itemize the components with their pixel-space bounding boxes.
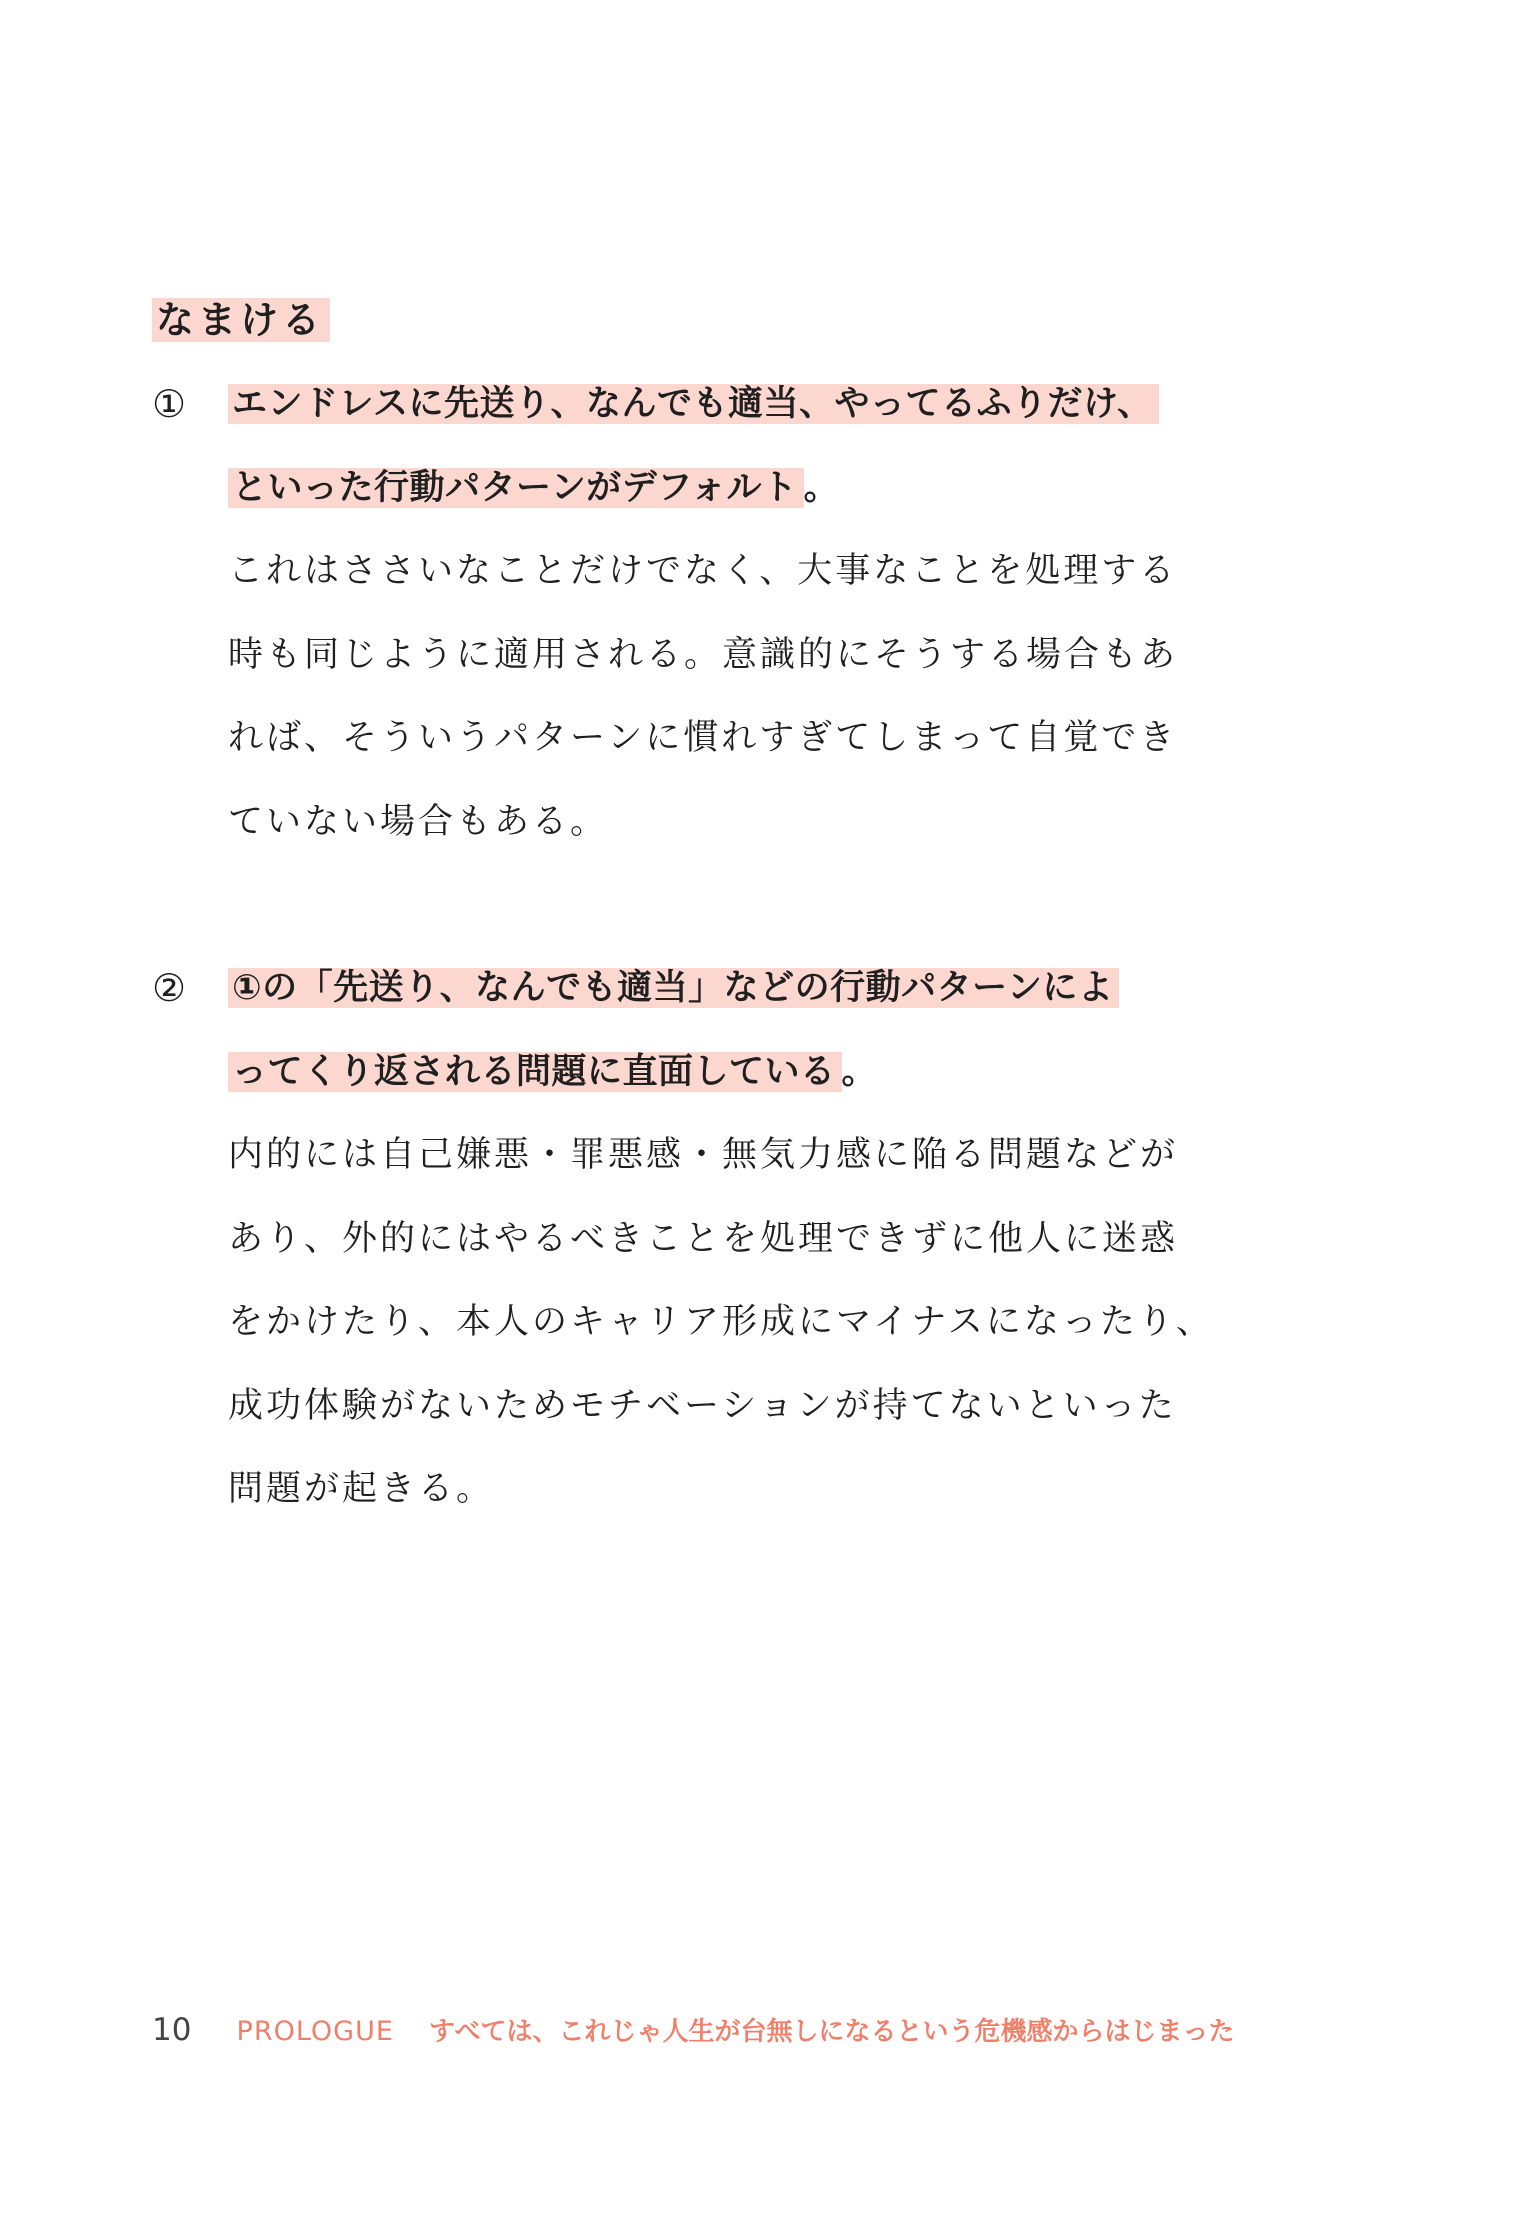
item-bold-line: ってくり返される問題に直面している 。 [228, 1044, 877, 1100]
bold-tail: 。 [803, 468, 840, 508]
item-body-line: あり、外的にはやるべきことを処理できずに他人に迷惑 [228, 1219, 1179, 1259]
item-body-line: 時も同じように適用される。意識的にそうする場合もあ [228, 635, 1179, 675]
item-marker: ② [152, 966, 187, 1010]
bold-tail: 。 [841, 1052, 878, 1092]
item-body-line: 成功体験がないためモチベーションが持てないといった [228, 1386, 1177, 1426]
footer-chapter-title: すべては、これじゃ人生が台無しになるという危機感からはじまった [429, 2017, 1235, 2047]
item-body-line: 内的には自己嫌悪・罪悪感・無気力感に陥る問題などが [228, 1135, 1179, 1175]
heading-highlight: なまける [152, 298, 330, 342]
footer-section-label: PROLOGUE [236, 2016, 394, 2047]
item-bold-line: エンドレスに先送り、なんでも適当、やってるふりだけ、 [228, 376, 1159, 432]
item-body-line: ていない場合もある。 [228, 802, 609, 842]
item-body-line: 問題が起きる。 [228, 1469, 495, 1509]
item-body-line: れば、そういうパターンに慣れすぎてしまって自覚でき [228, 718, 1178, 758]
item-bold-line: といった行動パターンがデフォルト 。 [228, 460, 839, 516]
item-body-line: これはささいなことだけでなく、大事なことを処理する [228, 551, 1178, 591]
page-footer [152, 2008, 1235, 2052]
item-bold-line: ①の「先送り、なんでも適当」などの行動パターンによ [228, 960, 1119, 1016]
item-body-line: をかけたり、本人のキャリア形成にマイナスになったり、 [228, 1302, 1214, 1342]
section-heading [152, 292, 330, 348]
page-number: 10 [152, 2012, 192, 2048]
item-marker: ① [152, 382, 187, 426]
